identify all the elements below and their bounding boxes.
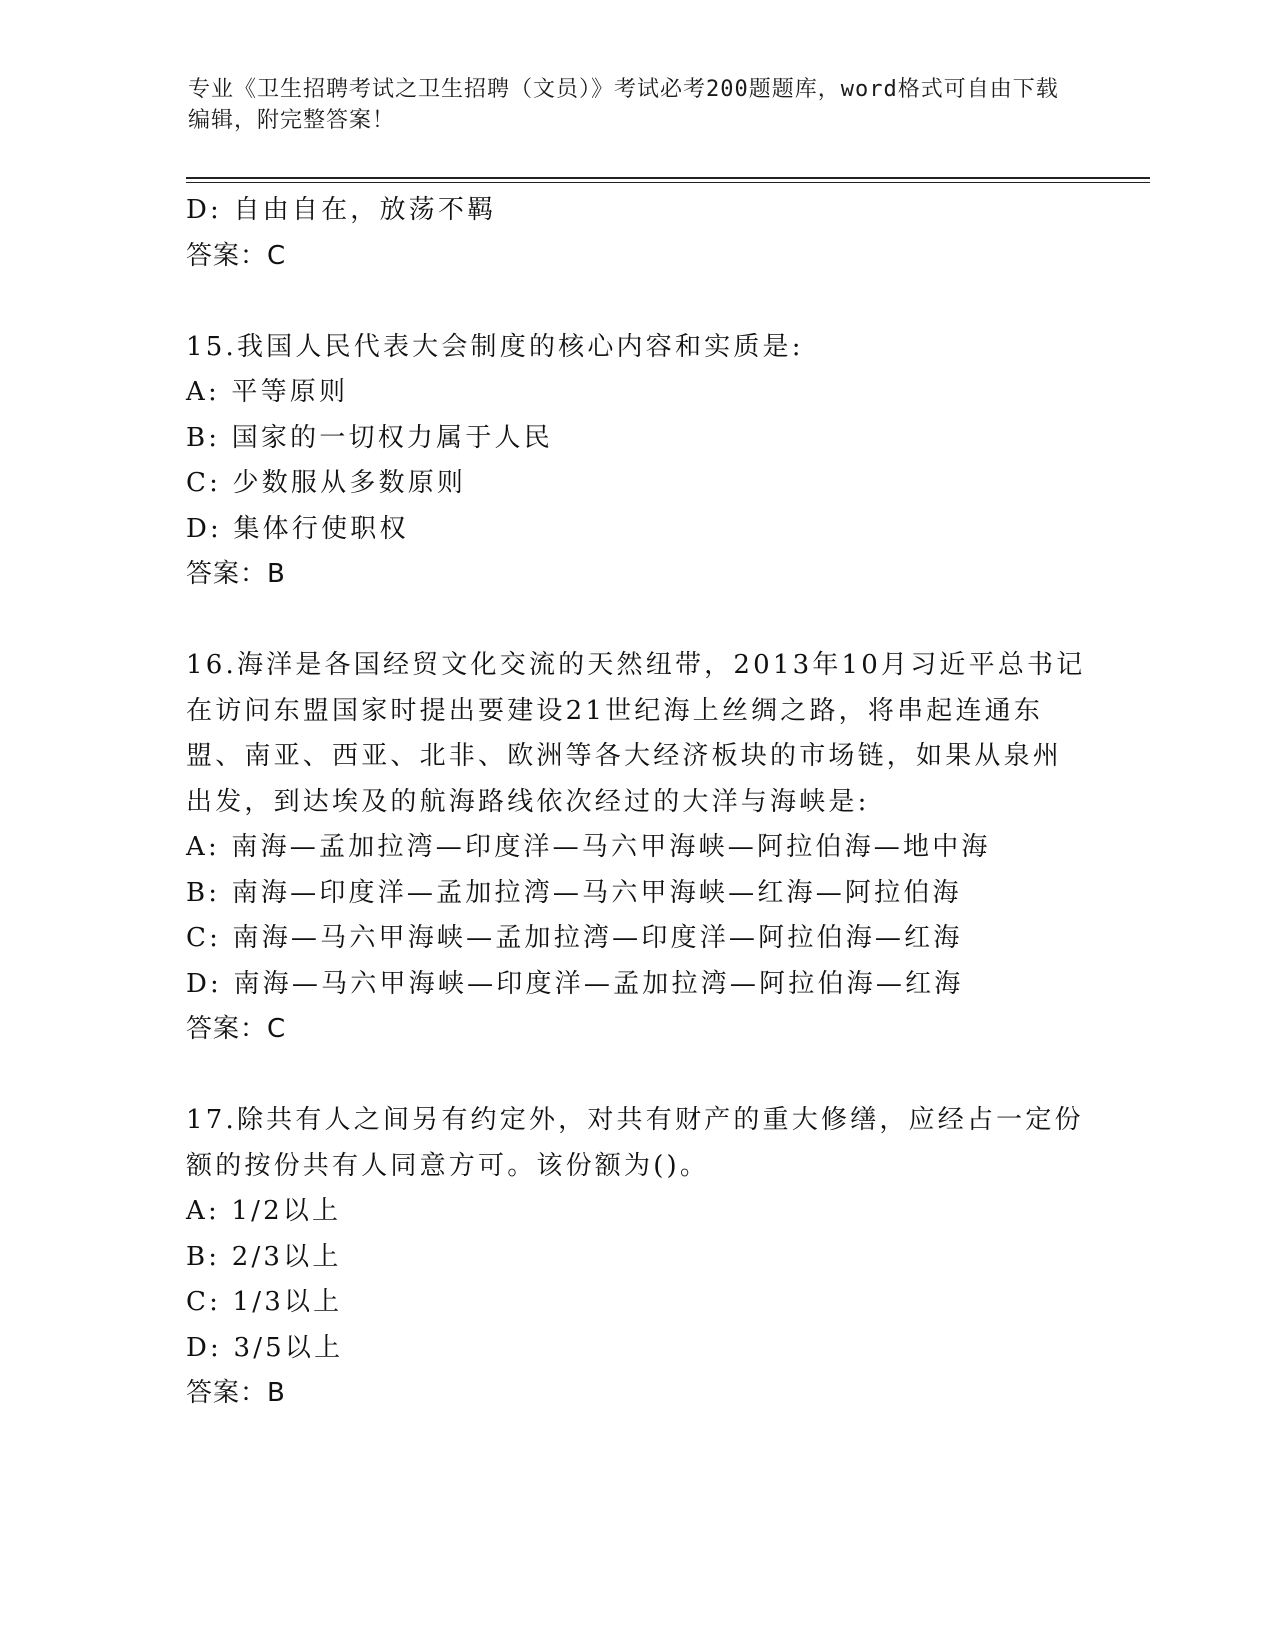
header-divider-thin: [186, 182, 1150, 183]
option-d: D: 自由自在，放荡不羁: [186, 195, 497, 225]
question-stem: 17.除共有人之间另有约定外，对共有财产的重大修缮，应经占一定份额的按份共有人同意方可。该份额为()。: [186, 1105, 1084, 1181]
spacer: [186, 1053, 1086, 1099]
header-divider-thick: [186, 177, 1150, 179]
answer-line: 答案：C: [186, 240, 287, 271]
question-stem: 15.我国人民代表大会制度的核心内容和实质是:: [186, 331, 804, 362]
option-a: A: 1/2以上: [186, 1196, 342, 1226]
document-header: 专业《卫生招聘考试之卫生招聘（文员）》考试必考200题题库，word格式可自由下载编辑，附完整答案！: [188, 77, 1059, 133]
option-c: C: 1/3以上: [186, 1287, 343, 1317]
answer-line: 答案：B: [186, 559, 286, 589]
option-a: A: 平等原则: [186, 377, 349, 407]
option-a: A: 南海—孟加拉湾—印度洋—马六甲海峡—阿拉伯海—地中海: [186, 832, 991, 862]
option-b: B: 2/3以上: [186, 1241, 342, 1272]
question-stem: 16.海洋是各国经贸文化交流的天然纽带，2013年10月习近平总书记在访问东盟国家时提出要建设21世纪海上丝绸之路，将串起连通东盟、南亚、西亚、北非、欧洲等各大经济板块的市场链，如果从泉州出发，到达埃及的航海路线依次经过的大洋与海峡是:: [186, 650, 1086, 817]
spacer: [186, 598, 1086, 644]
question-content: [186, 188, 1086, 1417]
answer-line: 答案：B: [186, 1378, 286, 1408]
option-d: D: 南海—马六甲海峡—印度洋—孟加拉湾—阿拉伯海—红海: [186, 968, 964, 999]
option-c: C: 南海—马六甲海峡—孟加拉湾—印度洋—阿拉伯海—红海: [186, 923, 963, 953]
option-d: D: 3/5以上: [186, 1332, 344, 1363]
spacer: [186, 279, 1086, 325]
option-b: B: 国家的一切权力属于人民: [186, 422, 553, 453]
option-b: B: 南海—印度洋—孟加拉湾—马六甲海峡—红海—阿拉伯海: [186, 877, 962, 908]
option-d: D: 集体行使职权: [186, 513, 409, 544]
answer-line: 答案：C: [186, 1014, 287, 1044]
option-c: C: 少数服从多数原则: [186, 468, 467, 498]
